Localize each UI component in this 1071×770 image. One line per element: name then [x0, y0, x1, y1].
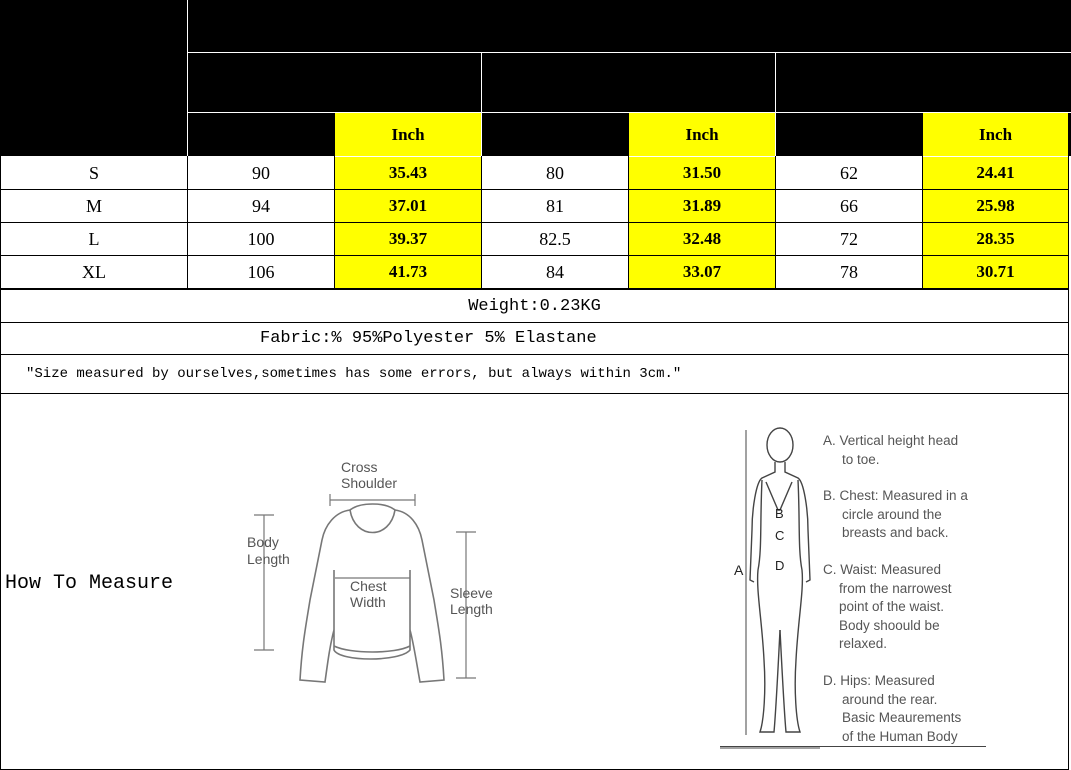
inch-cell: 30.71 [923, 256, 1068, 288]
table-title [188, 0, 1068, 53]
chest-width-label: Chest [350, 578, 387, 594]
table-row [0, 223, 1069, 255]
inch-cell: 24.41 [923, 157, 1068, 189]
sweater-diagram [230, 450, 520, 690]
weight-text: Weight:0.23KG [468, 296, 601, 316]
table-row [0, 157, 1069, 189]
cm-cell: 62 [840, 162, 858, 183]
group-header-chest: Chest [312, 72, 357, 93]
inch-cell: 31.89 [629, 190, 775, 222]
inch-cell: 31.50 [629, 157, 775, 189]
frame-line [0, 393, 1069, 394]
note-c-line: from the narrowest [839, 580, 952, 596]
cm-cell: 94 [252, 195, 270, 216]
note-c-line: Body shoould be [839, 617, 940, 633]
unit-chest-cm: cm [250, 124, 272, 144]
size-header [0, 0, 187, 156]
frame-line [1068, 156, 1069, 770]
inch-cell: 33.07 [629, 256, 775, 288]
inch-cell: 37.01 [335, 190, 481, 222]
size-cell: M [85, 195, 102, 216]
note-b [823, 487, 968, 543]
note-b-line: B. Chest: Measured in a [823, 488, 968, 503]
header-divider [775, 53, 776, 156]
cm-cell: 90 [252, 162, 270, 183]
unit-waist-cm: cm [838, 124, 860, 144]
note-d-line: D. Hips: Measured [823, 673, 935, 688]
size-cell: S [88, 162, 99, 183]
cm-cell: 100 [247, 228, 275, 249]
cm-cell: 80 [546, 162, 564, 183]
note-a-line: to toe. [842, 451, 880, 467]
chest-width-label: Width [350, 594, 386, 610]
group-header-waist: Waist [897, 72, 947, 93]
column-divider [922, 156, 923, 289]
note-d-line: Basic Meaurements [842, 710, 962, 725]
header-divider [187, 112, 1071, 113]
column-divider [628, 156, 629, 289]
letter-c: C [775, 528, 785, 543]
sleeve-length-label: Length [450, 601, 493, 617]
note-a [823, 432, 958, 469]
group-header-length: Length [600, 72, 656, 93]
frame-line [0, 156, 1, 770]
note-b-line: breasts and back. [842, 525, 949, 540]
frame-line [0, 322, 1069, 323]
note-c-line: relaxed. [839, 636, 888, 651]
column-divider [775, 156, 776, 289]
cm-cell: 81 [546, 195, 564, 216]
body-length-label: Length [247, 551, 290, 567]
cm-cell: 106 [247, 261, 275, 282]
note-d [823, 672, 961, 746]
body-length-label: Body [247, 534, 279, 550]
note-c-line: C. Waist: Measured [823, 562, 942, 577]
column-divider [187, 156, 188, 289]
fabric-text: Fabric:% 95%Polyester 5% Elastane [260, 329, 597, 348]
note-c [823, 561, 952, 654]
sleeve-length-label: Sleeve [450, 585, 493, 601]
note-a-line: A. Vertical height head [823, 433, 959, 448]
frame-line [0, 354, 1069, 355]
cm-cell: 66 [840, 195, 858, 216]
unit-length-cm: cm [544, 124, 566, 144]
weight-row [0, 290, 1069, 322]
inch-cell: 35.43 [335, 157, 481, 189]
inch-cell: 25.98 [923, 190, 1068, 222]
cross-shoulder-label: Shoulder [341, 475, 398, 491]
table-row [0, 190, 1069, 222]
cm-cell: 82.5 [539, 228, 571, 249]
human-body-diagram [720, 420, 820, 750]
note-d-line: around the rear. [842, 691, 938, 707]
note-b-line: circle around the [842, 506, 942, 522]
body-baseline [720, 746, 986, 747]
header-divider [187, 0, 188, 156]
inch-cell: 32.48 [629, 223, 775, 255]
column-divider [334, 156, 335, 289]
table-row [0, 256, 1069, 288]
note-row [0, 355, 1069, 393]
title-main: Measurement [596, 15, 719, 37]
size-header-label: Size [48, 66, 89, 89]
inch-cell: 41.73 [335, 256, 481, 288]
cm-cell: 72 [840, 228, 858, 249]
column-divider [481, 156, 482, 289]
size-cell: L [88, 228, 100, 249]
title-prefix: Y104# [537, 15, 590, 37]
unit-waist-inch: Inch [923, 113, 1068, 156]
cross-shoulder-label: Cross [341, 459, 378, 475]
inch-cell: 28.35 [923, 223, 1068, 255]
letter-a: A [734, 562, 744, 578]
letter-b: B [775, 506, 784, 521]
cm-cell: 78 [840, 261, 858, 282]
note-c-line: point of the waist. [839, 599, 945, 614]
note-text: "Size measured by ourselves,sometimes has some errors, but always within 3cm." [26, 366, 682, 382]
header-divider [187, 52, 1071, 53]
fabric-row [0, 323, 1069, 354]
how-to-measure-label: How To Measure [5, 572, 174, 595]
inch-cell: 39.37 [335, 223, 481, 255]
note-d-line: of the Human Body [842, 728, 958, 744]
frame-line [0, 289, 1069, 290]
letter-d: D [775, 558, 785, 573]
unit-chest-inch: Inch [335, 113, 481, 156]
cm-cell: 84 [546, 261, 564, 282]
unit-length-inch: Inch [629, 113, 775, 156]
header-divider [481, 53, 482, 156]
size-cell: XL [82, 261, 106, 282]
